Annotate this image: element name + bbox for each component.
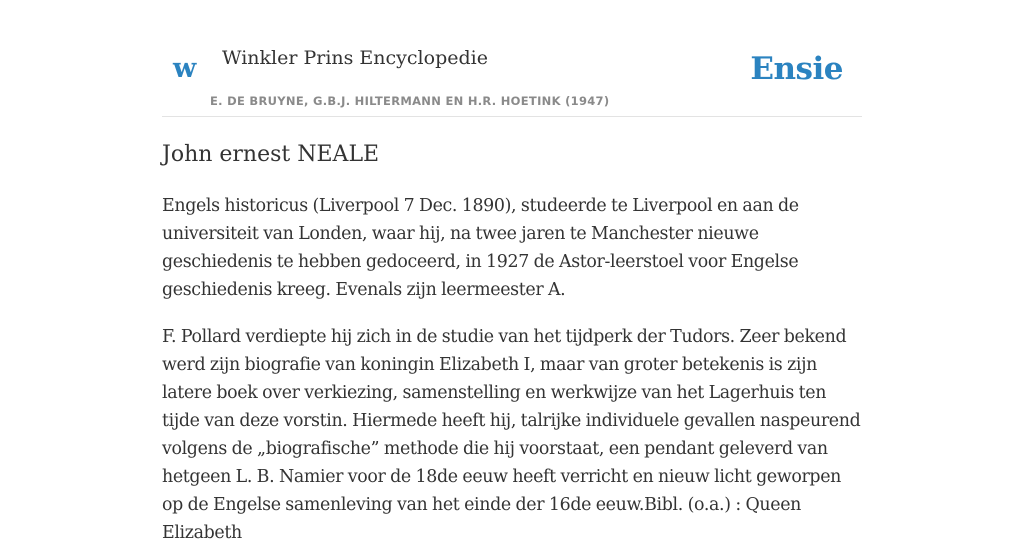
ensie-logo-link[interactable]: Ensie <box>750 51 843 87</box>
site-subtitle: E. DE BRUYNE, G.B.J. HILTERMANN EN H.R. HOETINK (1947) <box>210 94 610 108</box>
site-title[interactable]: Winkler Prins Encyclopedie <box>222 47 488 69</box>
article-title: John ernest NEALE <box>162 142 380 167</box>
page <box>162 0 862 543</box>
winkler-prins-logo[interactable]: w <box>173 53 197 84</box>
article-paragraph: F. Pollard verdiepte hij zich in de studie van het tijdperk der Tudors. Zeer bekend werd zijn biografie van koningin Elizabeth I, maar van groter betekenis is zijn latere boek over verkiezing, samenstelling en werkwijze van het Lagerhuis ten tijde van deze vorstin. Hiermede heeft hij, talrijke individuele gevallen naspeurend volgens de „biografische” methode die hij voorstaat, een pendant geleverd van hetgeen L. B. Namier voor de 18de eeuw heeft verricht en nieuw licht geworpen op de Engelse samenleving van het einde der 16de eeuw.Bibl. (o.a.) : Queen Elizabeth <box>162 327 861 543</box>
article-paragraph: Engels historicus (Liverpool 7 Dec. 1890), studeerde te Liverpool en aan de universiteit van Londen, waar hij, na twee jaren te Manchester nieuwe geschiedenis te hebben gedoceerd, in 1927 de Astor-leerstoel voor Engelse geschiedenis kreeg. Evenals zijn leermeester A. <box>162 196 799 300</box>
site-header <box>162 0 862 117</box>
